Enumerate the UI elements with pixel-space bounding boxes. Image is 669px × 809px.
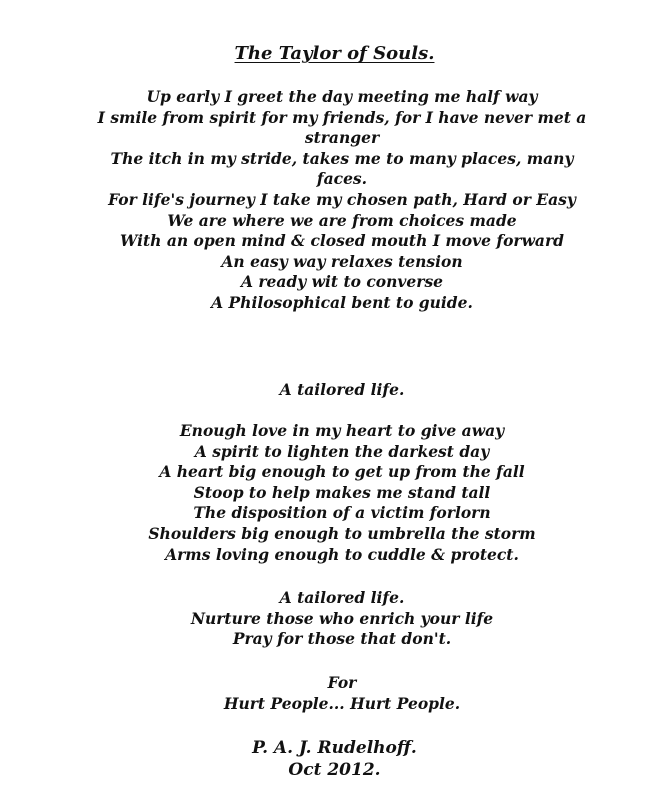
poem-line: Arms loving enough to cuddle & protect. xyxy=(165,544,519,564)
poem-line: A heart big enough to get up from the fall xyxy=(159,462,525,482)
poem-line: The disposition of a victim forlorn xyxy=(193,503,491,523)
stanza-1 xyxy=(95,87,589,314)
poem-title: The Taylor of Souls. xyxy=(234,43,435,64)
stanza-4 xyxy=(95,588,589,650)
poem-line: We are where we are from choices made xyxy=(167,210,517,230)
poem-line: Up early I greet the day meeting me half way xyxy=(146,87,538,106)
poem-line: I smile from spirit for my friends, for I have never met a stranger xyxy=(97,107,587,148)
stanza-5 xyxy=(95,673,589,714)
poem-line: Enough love in my heart to give away xyxy=(179,421,505,440)
poem-line: Shoulders big enough to umbrella the storm xyxy=(148,523,536,543)
poem-date: Oct 2012. xyxy=(288,760,381,780)
poem-line: A tailored life. xyxy=(279,380,405,399)
poem-line: Hurt People... Hurt People. xyxy=(223,693,461,713)
poem-line: A tailored life. xyxy=(279,588,405,607)
poem-line: A spirit to lighten the darkest day xyxy=(194,441,490,461)
poem-line: The itch in my stride, takes me to many places, many faces. xyxy=(110,148,574,189)
poem-line: For xyxy=(327,673,357,692)
poem-line: With an open mind & closed mouth I move forward xyxy=(120,231,564,251)
poem-line: An easy way relaxes tension xyxy=(221,251,463,271)
poem-line: For life's journey I take my chosen path, Hard or Easy xyxy=(108,189,576,209)
stanza-3 xyxy=(95,421,589,565)
poem-line: A ready wit to converse xyxy=(240,272,444,292)
signature-block xyxy=(0,737,669,781)
poem-line: Stoop to help makes me stand tall xyxy=(193,482,491,502)
stanza-2 xyxy=(95,380,589,401)
poem-line: A Philosophical bent to guide. xyxy=(211,292,473,312)
author-name: P. A. J. Rudelhoff. xyxy=(252,738,417,758)
poem-line: Nurture those who enrich your life xyxy=(190,608,494,628)
poem-line: Pray for those that don't. xyxy=(232,629,452,649)
